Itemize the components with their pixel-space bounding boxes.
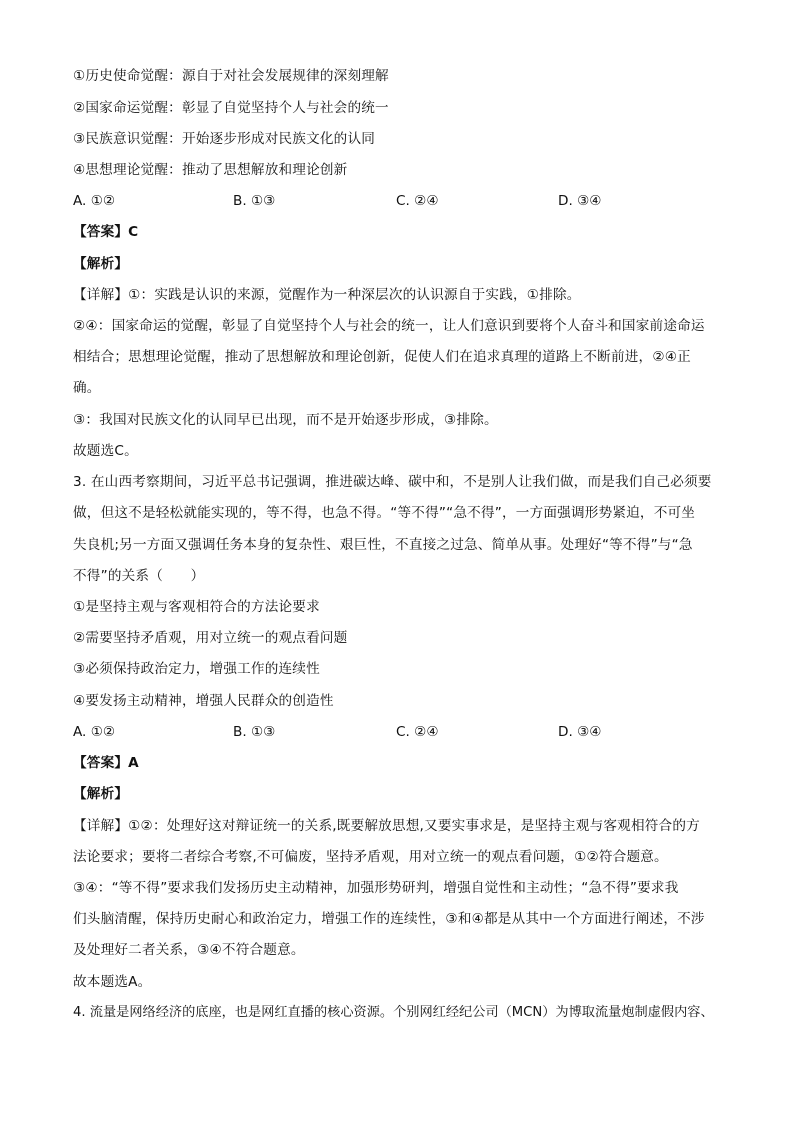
q2-option-a: A. ①② bbox=[73, 193, 116, 209]
q3-item-2: ②需要坚持矛盾观，用对立统一的观点看问题 bbox=[73, 630, 348, 646]
q2-item-1: ①历史使命觉醒：源自于对社会发展规律的深刻理解 bbox=[73, 68, 389, 84]
q3-analysis-label: 【解析】 bbox=[73, 786, 129, 802]
q2-option-c: C. ②④ bbox=[396, 193, 439, 209]
q2-answer: 【答案】C bbox=[73, 224, 139, 240]
q2-detail-line-2: ②④：国家命运的觉醒，彰显了自觉坚持个人与社会的统一，让人们意识到要将个人奋斗和国家前途命运 bbox=[73, 318, 705, 334]
q3-stem-line-4: 不得”的关系（ ） bbox=[73, 568, 205, 584]
q3-answer: 【答案】A bbox=[73, 755, 139, 771]
q3-detail-line-3: ③④：“等不得”要求我们发扬历史主动精神，加强形势研判，增强自觉性和主动性；“急不得”要求我 bbox=[73, 880, 679, 896]
q2-detail-line-5: ③：我国对民族文化的认同早已出现，而不是开始逐步形成，③排除。 bbox=[73, 412, 498, 428]
q3-option-d: D. ③④ bbox=[558, 724, 602, 740]
q3-item-4: ④要发扬主动精神，增强人民群众的创造性 bbox=[73, 693, 334, 709]
q3-detail-line-4: 们头脑清醒，保持历史耐心和政治定力，增强工作的连续性，③和④都是从其中一个方面进行阐述，不涉 bbox=[73, 911, 705, 927]
q3-detail-line-6: 故本题选A。 bbox=[73, 974, 152, 990]
q3-detail-line-2: 法论要求；要将二者综合考察,不可偏废，坚持矛盾观，用对立统一的观点看问题，①②符合题意。 bbox=[73, 849, 668, 865]
q3-item-3: ③必须保持政治定力，增强工作的连续性 bbox=[73, 661, 320, 677]
q2-item-3: ③民族意识觉醒：开始逐步形成对民族文化的认同 bbox=[73, 131, 376, 147]
q3-option-a: A. ①② bbox=[73, 724, 116, 740]
q2-item-4: ④思想理论觉醒：推动了思想解放和理论创新 bbox=[73, 162, 348, 178]
q2-detail-line-6: 故题选C。 bbox=[73, 443, 138, 459]
q2-option-d: D. ③④ bbox=[558, 193, 602, 209]
q3-item-1: ①是坚持主观与客观相符合的方法论要求 bbox=[73, 599, 320, 615]
q3-stem-line-3: 失良机;另一方面又强调任务本身的复杂性、艰巨性，不直接之过急、简单从事。处理好“等不得”与“急 bbox=[73, 537, 693, 553]
q2-detail-line-1: 【详解】①：实践是认识的来源，觉醒作为一种深层次的认识源自于实践，①排除。 bbox=[73, 287, 581, 303]
q3-option-b: B. ①③ bbox=[233, 724, 276, 740]
q3-option-c: C. ②④ bbox=[396, 724, 439, 740]
q4-stem-line-1: 4. 流量是网络经济的底座，也是网红直播的核心资源。个别网红经纪公司（MCN）为博取流量炮制虚假内容、 bbox=[73, 1005, 714, 1020]
q3-detail-line-5: 及处理好二者关系，③④不符合题意。 bbox=[73, 942, 305, 958]
q2-item-2: ②国家命运觉醒：彰显了自觉坚持个人与社会的统一 bbox=[73, 100, 389, 116]
q2-detail-line-3: 相结合；思想理论觉醒，推动了思想解放和理论创新，促使人们在追求真理的道路上不断前进，②④正 bbox=[73, 349, 691, 365]
q3-detail-line-1: 【详解】①②：处理好这对辩证统一的关系,既要解放思想,又要实事求是，是坚持主观与客观相符合的方 bbox=[73, 818, 700, 834]
q2-analysis-label: 【解析】 bbox=[73, 256, 129, 272]
q2-detail-line-4: 确。 bbox=[73, 380, 101, 396]
q3-stem-line-1: 3. 在山西考察期间，习近平总书记强调，推进碳达峰、碳中和，不是别人让我们做，而是我们自己必须要 bbox=[73, 474, 712, 490]
q2-option-b: B. ①③ bbox=[233, 193, 276, 209]
q3-stem-line-2: 做，但这不是轻松就能实现的，等不得，也急不得。“等不得”“急不得”，一方面强调形势紧迫，不可坐 bbox=[73, 505, 696, 521]
